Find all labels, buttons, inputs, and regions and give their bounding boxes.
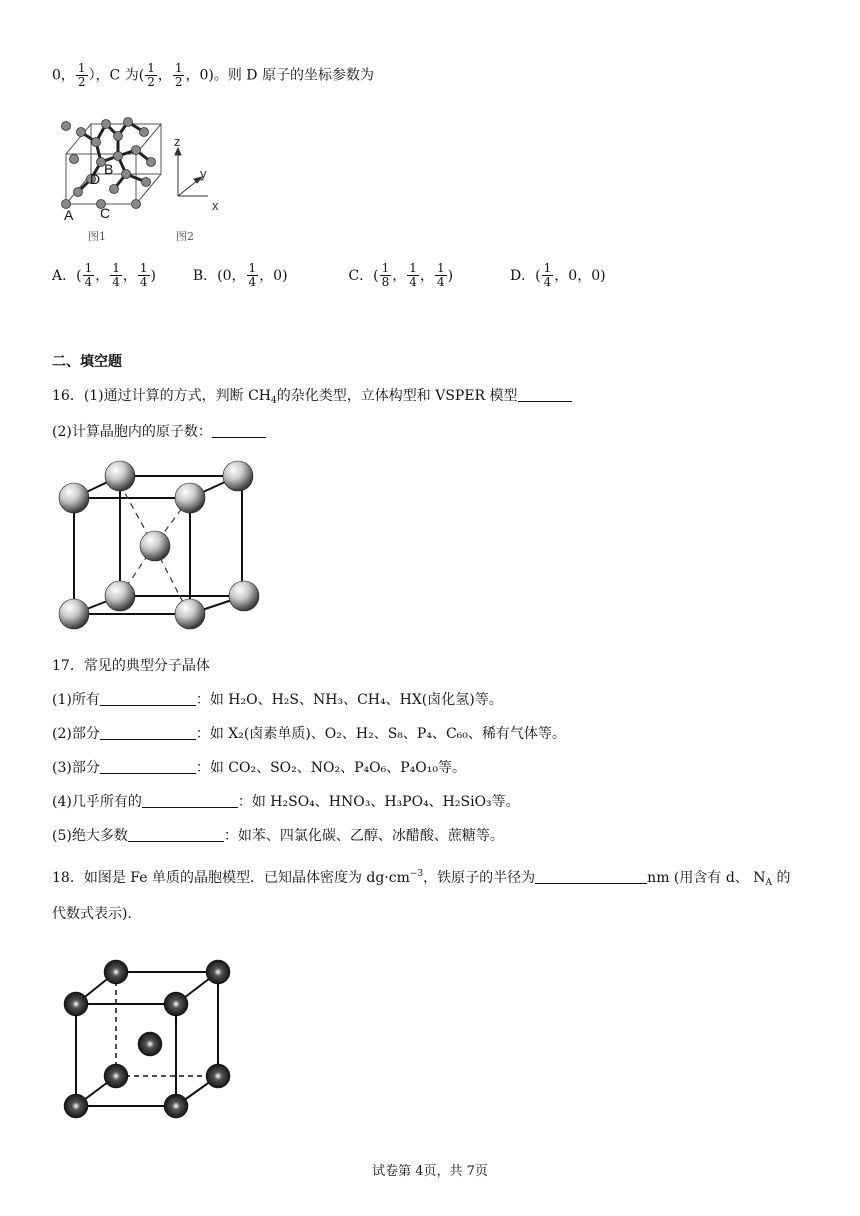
q16-part2: (2)计算晶胞内的原子数： xyxy=(52,422,266,442)
label-d: D xyxy=(90,171,101,187)
q17-item-5: (5)绝大多数 ：如苯、四氯化碳、乙醇、冰醋酸、蔗糖等。 xyxy=(52,828,504,844)
q17-item-2: (2)部分 ：如 X₂(卤素单质)、O₂、H₂、S₈、P₄、C₆₀、稀有气体等。 xyxy=(52,726,566,742)
answer-blank[interactable] xyxy=(518,387,572,402)
option-c[interactable]: C．( $\frac{1}{8}$ ， $\frac{1}{4}$ ， $\frac{1}{4}$ ) xyxy=(348,261,454,289)
answer-blank[interactable] xyxy=(212,423,266,438)
q15-stem-c: ），C 为( xyxy=(88,67,145,84)
axis-y-label: y xyxy=(200,166,207,181)
figure-1-caption: 图1 xyxy=(88,230,106,243)
option-b[interactable]: B．(0， $\frac{1}{4}$ ，0) xyxy=(192,261,288,289)
label-c: C xyxy=(100,205,111,221)
q15-stem-end: ，0)。则 D 原子的坐标参数为 xyxy=(185,67,374,84)
q17-item-4: (4)几乎所有的 ：如 H₂SO₄、HNO₃、H₃PO₄、H₂SiO₃等。 xyxy=(52,794,520,810)
answer-blank[interactable] xyxy=(100,725,196,740)
q18-stem-line2: 代数式表示). xyxy=(52,906,132,922)
q15-stem: 0， $\frac{1}{2}$ ），C 为( $\frac{1}{2}$ ， $\frac{1}{2}$ ，0)。则 D 原子的坐标参数为 xyxy=(52,61,374,89)
figure-bcc-cell xyxy=(52,456,268,640)
fraction-half: $\frac{1}{2}$ xyxy=(147,61,155,89)
label-a: A xyxy=(64,207,74,223)
q17-title: 17．常见的典型分子晶体 xyxy=(52,658,210,674)
answer-blank[interactable] xyxy=(128,827,224,842)
fraction-half: $\frac{1}{2}$ xyxy=(77,61,86,89)
figure-2-axes xyxy=(166,130,236,220)
answer-blank[interactable] xyxy=(535,869,647,884)
axis-z-label: z xyxy=(174,134,181,149)
fraction-half: $\frac{1}{2}$ xyxy=(174,61,183,89)
answer-blank[interactable] xyxy=(100,691,196,706)
q15-options xyxy=(52,262,606,289)
q16-part1: 16．(1)通过计算的方式，判断 $CH_4$的杂化类型，立体构型和 VSPER 模型 xyxy=(52,386,572,411)
page-footer: 试卷第 4页，共 7页 xyxy=(372,1164,488,1179)
q18-stem: 18．如图是 Fe 单质的晶胞模型．已知晶体密度为 $dg\cdot cm^{-3}$，铁原子的半径为 nm (用含有 d、 $N_A$ 的 xyxy=(52,869,791,888)
axis-x-label: x xyxy=(212,198,219,213)
option-d[interactable]: D．( $\frac{1}{4}$ ，0，0) xyxy=(509,261,606,289)
figure-2-caption: 图2 xyxy=(176,230,194,243)
section-title: 二、填空题 xyxy=(52,354,122,370)
answer-blank[interactable] xyxy=(142,793,238,808)
figure-1-diamond-cell xyxy=(56,104,166,224)
label-b: B xyxy=(104,161,114,177)
option-a[interactable]: A．( $\frac{1}{4}$ ， $\frac{1}{4}$ ， $\frac{1}{4}$ ) xyxy=(52,261,156,289)
figure-fe-cell xyxy=(58,954,244,1126)
q17-item-1: (1)所有 ：如 H₂O、H₂S、NH₃、CH₄、HX(卤化氢)等。 xyxy=(52,692,503,708)
q15-stem-start: 0， xyxy=(52,67,75,84)
answer-blank[interactable] xyxy=(100,759,196,774)
q17-item-3: (3)部分 ：如 CO₂、SO₂、NO₂、P₄O₆、P₄O₁₀等。 xyxy=(52,760,466,776)
